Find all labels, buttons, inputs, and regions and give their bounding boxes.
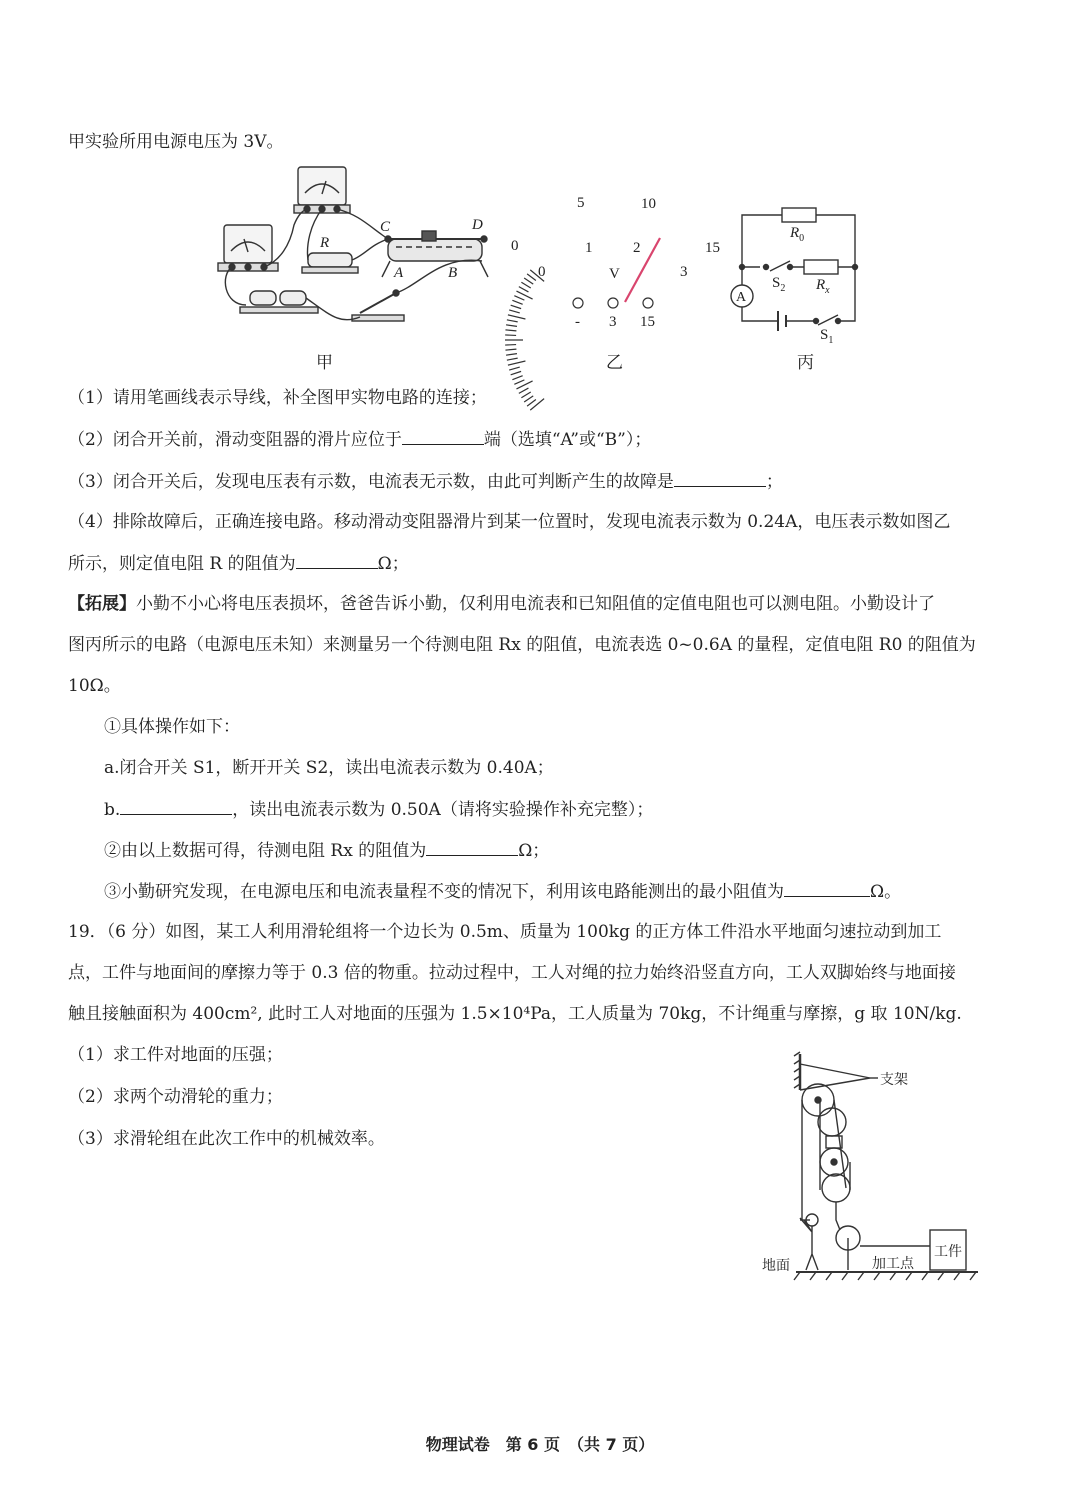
label-r0: R	[790, 225, 800, 241]
bottom-scale-2: 2	[633, 240, 641, 256]
extension-line2: 图丙所示的电路（电源电压未知）来测量另一个待测电阻 Rx 的阻值，电流表选 0~0.6A 的量程，定值电阻 R0 的阻值为	[68, 635, 976, 655]
bottom-scale-1: 1	[585, 240, 593, 256]
step-b: b. ，读出电流表示数为 0.50A（请将实验操作补充完整）；	[104, 800, 654, 820]
bottom-scale-3: 3	[680, 264, 688, 280]
dial-tick	[527, 400, 536, 407]
dial-tick	[514, 380, 524, 384]
question-4-line1: （4）排除故障后，正确连接电路。移动滑动变阻器滑片到某一位置时，发现电流表示数为 0.24A，电压表示数如图乙	[68, 512, 951, 532]
dial-tick	[514, 296, 524, 300]
question-4-line2: 所示，则定值电阻 R 的阻值为 Ω；	[68, 554, 409, 574]
question-19-part3: （3）求滑轮组在此次工作中的机械效率。	[68, 1129, 385, 1149]
question-19-line2: 点，工件与地面间的摩擦力等于 0.3 倍的物重。拉动过程中，工人对绳的拉力始终沿竖直方向，工人双脚始终与地面接	[68, 963, 956, 983]
top-scale-5: 5	[577, 195, 585, 211]
caption-jia: 甲	[316, 353, 333, 373]
svg-text:S1: $S_1$	[820, 327, 834, 346]
dial-tick	[527, 274, 536, 281]
answer-blank[interactable]	[402, 428, 484, 445]
support-label: 支架	[880, 1073, 908, 1088]
dial-tick	[519, 287, 529, 292]
figure-bing-schematic	[730, 205, 860, 345]
dial-tick	[519, 388, 529, 393]
question-19-part1: （1）求工件对地面的压强；	[68, 1045, 283, 1065]
dial-tick	[521, 282, 530, 288]
step-a: a.闭合开关 S1，断开开关 S2，读出电流表示数为 0.40A；	[104, 758, 554, 778]
dial-tick	[506, 354, 517, 356]
caption-yi: 乙	[606, 353, 623, 373]
answer-blank[interactable]	[120, 798, 232, 815]
dial-tick	[521, 392, 530, 398]
extension-line3: 10Ω。	[68, 676, 121, 696]
question-19-line3: 触且接触面积为 400cm², 此时工人对地面的压强为 1.5×10⁴Pa，工人质量为 70kg，不计绳重与摩擦，g 取 10N/kg.	[68, 1004, 962, 1024]
dial-tick	[505, 349, 516, 350]
label-b: B	[448, 265, 458, 281]
battery-icon	[240, 291, 318, 313]
dial-tick	[505, 345, 516, 346]
dial-tick	[524, 278, 533, 284]
answer-blank[interactable]	[674, 470, 766, 487]
switch-icon	[352, 290, 404, 321]
dial-tick	[508, 315, 526, 319]
intro-text: 甲实验所用电源电压为 3V。	[68, 132, 284, 152]
question-19-line1: 19．（6 分）如图，某工人利用滑轮组将一个边长为 0.5m、质量为 100kg 的正方体工件沿水平地面匀速拉动到加工	[68, 922, 942, 942]
top-scale-0: 0	[511, 238, 519, 254]
question-1: （1）请用笔画线表示导线，补全图甲实物电路的连接；	[68, 388, 487, 408]
figure-yi-voltmeter-dial	[505, 190, 725, 330]
dial-tick	[511, 371, 521, 374]
point-label: 加工点	[872, 1257, 914, 1272]
top-scale-15: 15	[705, 240, 720, 256]
dial-tick	[524, 396, 533, 402]
label-r: R	[320, 235, 330, 251]
label-s1: S	[820, 327, 829, 343]
dial-pointer	[625, 238, 660, 302]
figure-jia-circuit	[210, 165, 500, 315]
question-19-part2: （2）求两个动滑轮的重力；	[68, 1087, 283, 1107]
bottom-scale-0: 0	[538, 264, 546, 280]
worker-icon	[800, 1214, 818, 1270]
dial-tick	[507, 320, 518, 322]
answer-blank[interactable]	[784, 880, 870, 897]
label-c: C	[380, 219, 391, 235]
svg-text:Rx: $R_x$	[816, 277, 830, 296]
dial-tick	[511, 305, 521, 308]
answer-blank[interactable]	[296, 552, 378, 569]
top-scale-10: 10	[641, 196, 656, 212]
question-2: （2）闭合开关前，滑动变阻器的滑片应位于 端（选填“A”或“B”）；	[68, 430, 652, 450]
ammeter-a: A	[736, 290, 747, 305]
label-rx: R	[816, 277, 826, 293]
question-3: （3）闭合开关后，发现电压表有示数，电流表无示数，由此可判断产生的故障是 ；	[68, 472, 783, 492]
dial-tick	[530, 399, 544, 410]
answer-blank[interactable]	[426, 839, 518, 856]
resistor-r-icon	[302, 253, 358, 273]
voltmeter-icon	[294, 167, 350, 213]
svg-text:R0: $R_0$	[790, 225, 805, 244]
step-title: ①具体操作如下：	[104, 717, 240, 737]
label-d: D	[472, 217, 483, 233]
dial-tick	[509, 367, 520, 370]
dial-tick	[505, 335, 516, 336]
step-3: ③小勤研究发现，在电源电压和电流表量程不变的情况下，利用该电路能测出的最小阻值为 Ω。	[104, 882, 902, 902]
dial-tick	[512, 376, 522, 380]
svg-text:S2: $S_2$	[772, 275, 786, 294]
caption-bing: 丙	[797, 353, 814, 373]
dial-tick	[505, 330, 516, 331]
label-s2: S	[772, 275, 781, 291]
terminal-minus: -	[575, 314, 580, 330]
workpiece-label: 工件	[934, 1245, 962, 1260]
dial-tick	[506, 325, 517, 327]
page-footer: 物理试卷 第 6 页 （共 7 页）	[425, 1435, 655, 1454]
extension-line1: 【拓展】小勤不小心将电压表损坏，爸爸告诉小勤，仅利用电流表和已知阻值的定值电阻也可以测电阻。小勤设计了	[68, 594, 935, 614]
step-2: ②由以上数据可得，待测电阻 Rx 的阻值为 Ω；	[104, 841, 550, 861]
terminal-15: 15	[640, 314, 655, 330]
terminal-3: 3	[609, 314, 617, 330]
dial-ticks	[505, 270, 544, 410]
unit-v: V	[609, 266, 620, 282]
ground-label: 地面	[762, 1259, 790, 1274]
dial-tick	[507, 358, 518, 360]
dial-tick	[509, 310, 520, 313]
label-a: A	[394, 265, 404, 281]
dial-tick	[512, 300, 522, 304]
pulley-system-figure	[760, 1050, 990, 1290]
dial-tick	[508, 361, 526, 365]
